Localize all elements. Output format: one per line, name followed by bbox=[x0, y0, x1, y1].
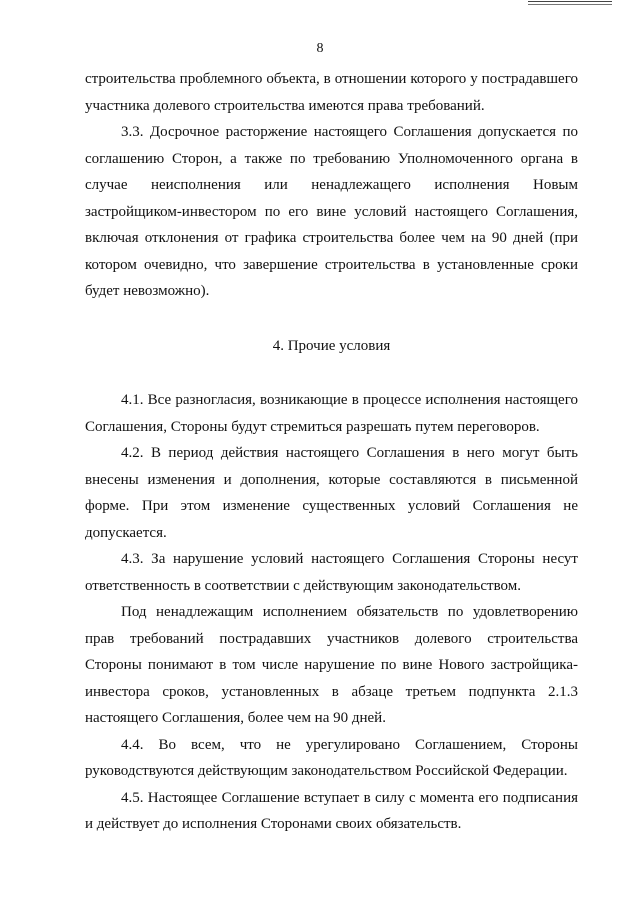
paragraph-4-4: 4.4. Во всем, что не урегулировано Соглашением, Стороны руководствуются действующим законодательством Российской Федерации. bbox=[85, 736, 578, 779]
paragraph-4-3: 4.3. За нарушение условий настоящего Соглашения Стороны несут ответственность в соответствии с действующим законодательством. bbox=[85, 551, 578, 594]
paragraph-continuation: строительства проблемного объекта, в отношении которого у пострадавшего участника долевого строительства имеются права требований. bbox=[85, 71, 578, 114]
section-heading: 4. Прочие условия bbox=[272, 337, 391, 354]
page-number: 8 bbox=[316, 41, 324, 56]
paragraph-4-3-note: Под ненадлежащим исполнением обязательств по удовлетворению прав требований пострадавших участников долевого строительства Стороны понимают в том числе нарушение по вине Нового застройщика-инвестора сроков, установленных в абзаце третьем подпункта 2.1.3 настоящего Соглашения, более чем на 90 дней. bbox=[85, 604, 578, 726]
paragraph-4-2: 4.2. В период действия настоящего Соглашения в него могут быть внесены изменения и дополнения, которые составляются в письменной форме. При этом изменение существенных условий Соглашения не допускается. bbox=[85, 445, 578, 541]
document-body bbox=[85, 66, 578, 838]
paragraph-3-3: 3.3. Досрочное расторжение настоящего Соглашения допускается по соглашению Сторон, а также по требованию Уполномоченного органа в случае неисполнения или ненадлежащего исполнения Новым застройщиком-инвестором по его вине условий настоящего Соглашения, включая отклонения от графика строительства более чем на 90 дней (при котором очевидно, что завершение строительства в установленные сроки будет невозможно). bbox=[85, 124, 578, 299]
scan-corner-mark bbox=[528, 0, 612, 6]
paragraph-4-5: 4.5. Настоящее Соглашение вступает в силу с момента его подписания и действует до исполнения Сторонами своих обязательств. bbox=[85, 789, 578, 832]
paragraph-4-1: 4.1. Все разногласия, возникающие в процессе исполнения настоящего Соглашения, Стороны будут стремиться разрешать путем переговоров. bbox=[85, 392, 578, 435]
